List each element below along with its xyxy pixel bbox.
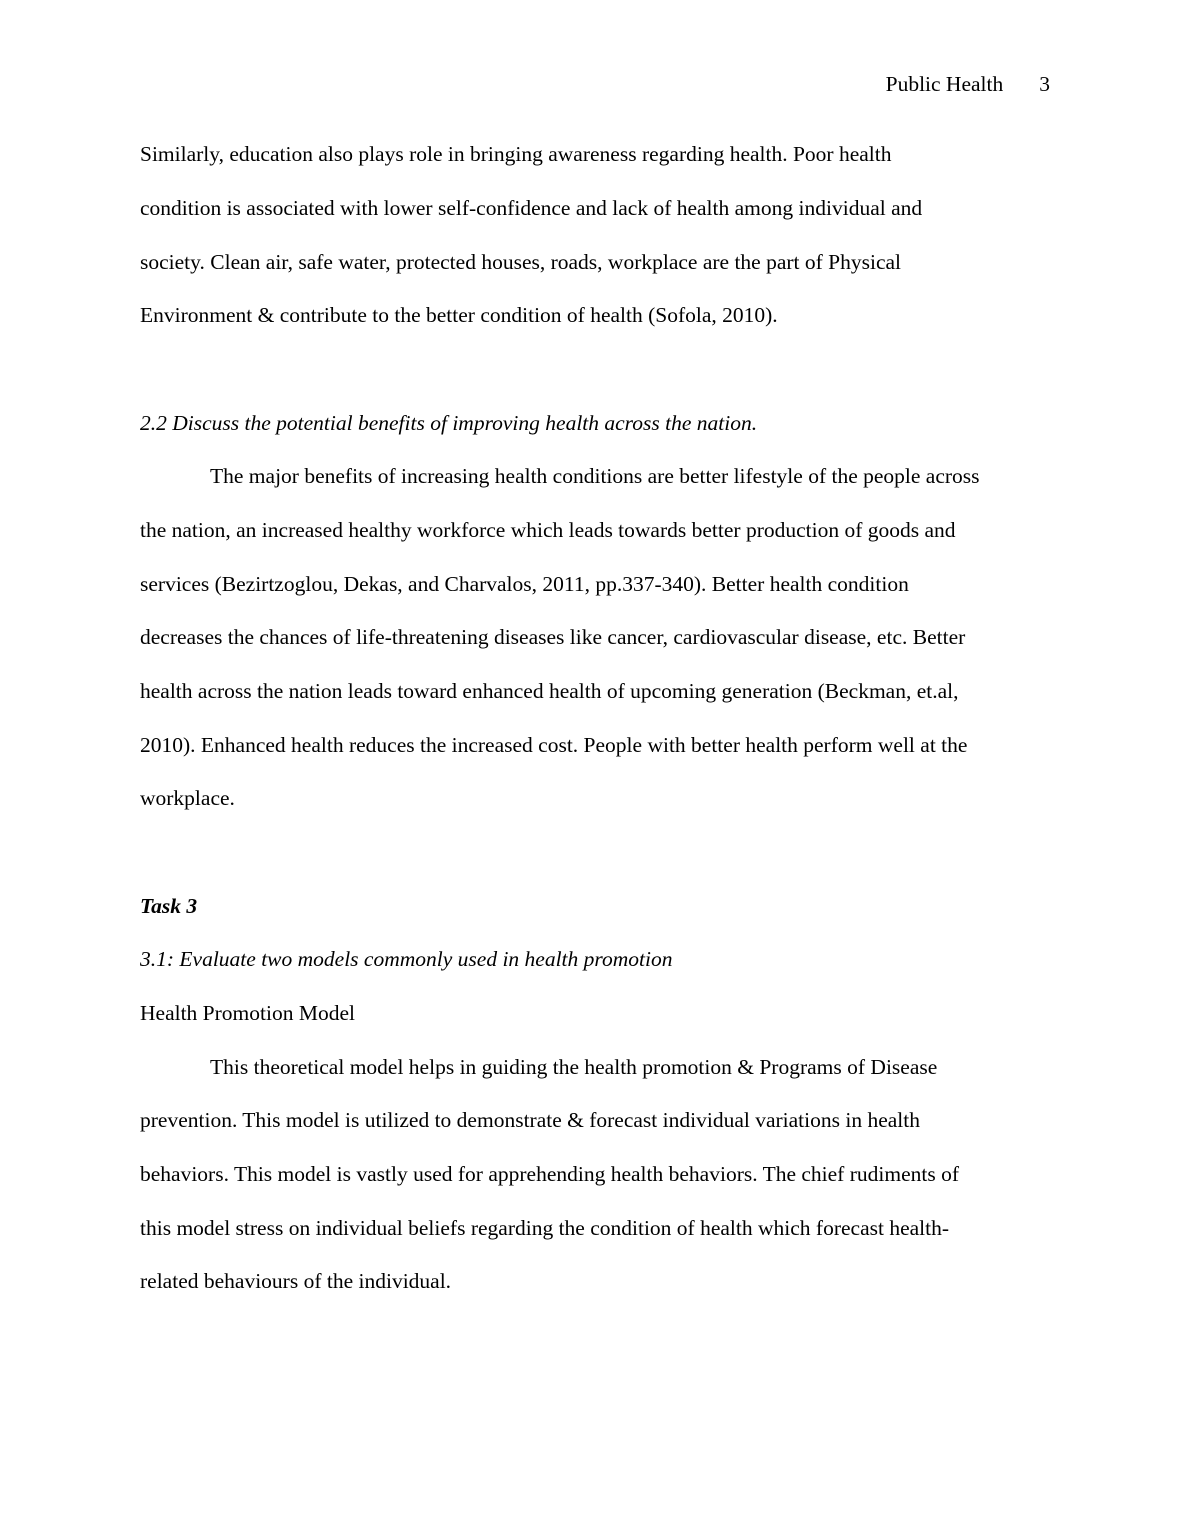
task-3-title: Task 3: [140, 894, 198, 918]
section-2-2-line: workplace.: [140, 786, 235, 810]
section-2-2-line: The major benefits of increasing health conditions are better lifestyle of the people across: [210, 464, 980, 488]
section-2-2-line: decreases the chances of life-threatening diseases like cancer, cardiovascular disease, etc. Better: [140, 625, 966, 649]
paragraph-1-line: Environment & contribute to the better condition of health (Sofola, 2010).: [140, 303, 778, 327]
paragraph-1-line: society. Clean air, safe water, protected houses, roads, workplace are the part of Physical: [140, 250, 902, 274]
running-head: [886, 70, 1050, 98]
paragraph-1-line: condition is associated with lower self-confidence and lack of health among individual and: [140, 196, 923, 220]
paragraph-1-line: Similarly, education also plays role in bringing awareness regarding health. Poor health: [140, 142, 892, 166]
task-3-line: behaviors. This model is vastly used for apprehending health behaviors. The chief rudiments of: [140, 1162, 959, 1186]
running-title: Public Health: [885, 72, 1004, 96]
task-3-line: related behaviours of the individual.: [140, 1269, 452, 1293]
task-3-line: This theoretical model helps in guiding the health promotion & Programs of Disease: [210, 1055, 938, 1079]
page-number: 3: [1039, 72, 1050, 96]
section-2-2-heading: 2.2 Discuss the potential benefits of improving health across the nation.: [140, 411, 758, 435]
model-title: Health Promotion Model: [140, 1001, 355, 1025]
section-2-2-line: health across the nation leads toward enhanced health of upcoming generation (Beckman, et.al,: [140, 679, 959, 703]
task-3-subheading: 3.1: Evaluate two models commonly used in health promotion: [140, 947, 673, 971]
task-3-line: this model stress on individual beliefs regarding the condition of health which forecast health-: [140, 1216, 950, 1240]
section-2-2-line: services (Bezirtzoglou, Dekas, and Charvalos, 2011, pp.337-340). Better health condition: [140, 572, 909, 596]
task-3-line: prevention. This model is utilized to demonstrate & forecast individual variations in health: [140, 1108, 920, 1132]
section-2-2-line: 2010). Enhanced health reduces the increased cost. People with better health perform well at the: [140, 733, 968, 757]
section-2-2-line: the nation, an increased healthy workforce which leads towards better production of goods and: [140, 518, 956, 542]
